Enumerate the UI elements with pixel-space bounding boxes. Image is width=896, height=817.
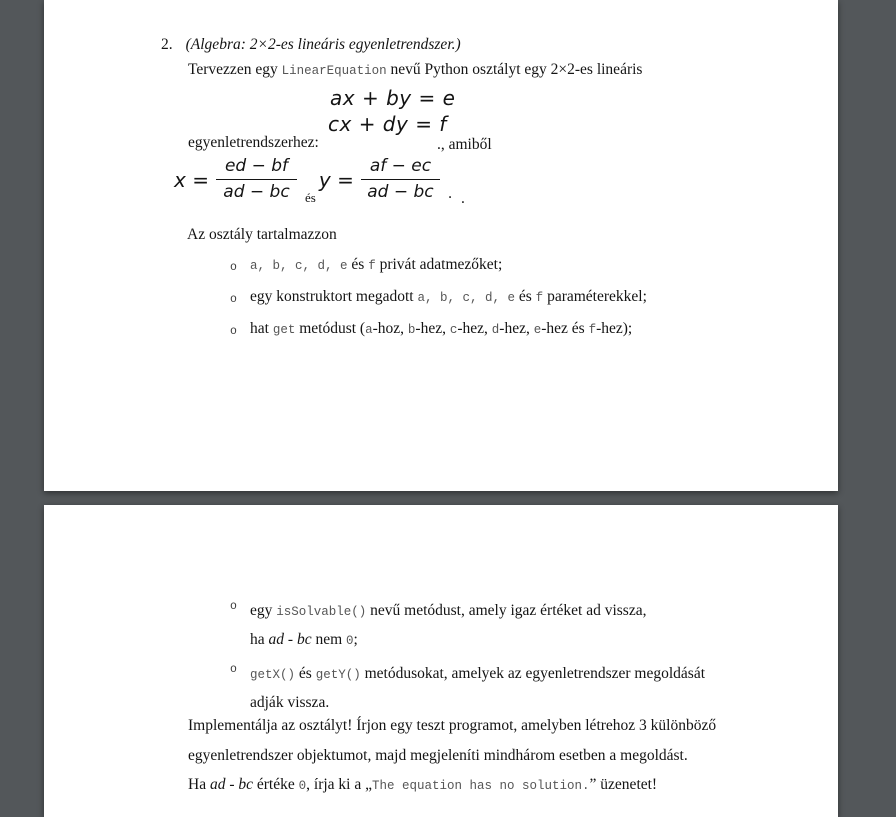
text-segment: privát adatmezőket; xyxy=(375,256,503,273)
text-segment: paraméterekkel; xyxy=(543,288,647,305)
circle-bullet: o xyxy=(230,261,237,274)
list-item xyxy=(230,287,647,319)
text-segment: -hez és xyxy=(541,320,589,337)
y-equals: y = xyxy=(318,167,354,192)
code-fields: a, b, c, d, e xyxy=(250,259,348,273)
text-segment: nevű Python osztályt egy 2×2-es lineáris xyxy=(386,61,643,78)
text-segment: -hoz, xyxy=(372,320,408,337)
text-segment: és xyxy=(515,288,536,305)
code-params: a, b, c, d, e xyxy=(417,291,515,305)
fraction-period: . xyxy=(448,184,452,202)
code-c: c xyxy=(449,323,458,337)
implementation-paragraph xyxy=(188,711,716,802)
text-segment: Ha xyxy=(188,776,210,793)
text-segment: ; xyxy=(353,631,358,648)
text-segment: egy konstruktort megadott xyxy=(250,288,418,305)
list-item xyxy=(230,660,705,717)
class-contains-paragraph: Az osztály tartalmazzon xyxy=(187,226,337,243)
text-segment: nem xyxy=(311,631,347,648)
list-item-text xyxy=(250,287,647,319)
text-segment: ha xyxy=(250,631,269,648)
text-segment: -hez, xyxy=(415,320,450,337)
exercise-number: 2. xyxy=(161,36,173,53)
circle-bullet: o xyxy=(230,293,237,306)
text-segment: egy xyxy=(250,602,277,619)
solution-formulas xyxy=(174,156,452,204)
fraction-y-numerator: af − ec xyxy=(361,156,440,180)
exercise-heading xyxy=(161,36,461,54)
paragraph-line xyxy=(188,770,716,802)
text-segment: metódust ( xyxy=(295,320,366,337)
code-f: f xyxy=(535,291,544,305)
code-linearequation: LinearEquation xyxy=(281,64,387,78)
list-item xyxy=(230,255,647,287)
code-b: b xyxy=(407,323,416,337)
text-segment: -hez, xyxy=(457,320,492,337)
sentence-period: . xyxy=(461,190,465,207)
exercise-title: (Algebra: 2×2-es lineáris egyenletrendszer.) xyxy=(185,36,461,53)
text-segment: , írja ki a „ xyxy=(306,776,372,793)
text-segment: - xyxy=(225,776,239,793)
text-segment: és xyxy=(295,665,316,682)
text-segment: Tervezzen egy xyxy=(188,61,282,78)
math-ad: ad xyxy=(268,631,285,648)
list-item-text xyxy=(250,660,705,717)
equation-1: ax + by = e xyxy=(330,86,456,110)
math-ad: ad xyxy=(209,776,226,793)
text-segment: hat xyxy=(250,320,273,337)
fraction-x-numerator: ed − bf xyxy=(216,156,297,180)
list-item-text xyxy=(250,319,632,351)
paragraph-line: Implementálja az osztályt! Írjon egy teszt programot, amelyben létrehoz 3 különböző xyxy=(188,717,717,734)
code-f: f xyxy=(368,259,376,273)
list-item xyxy=(230,319,647,351)
equation-system-block xyxy=(44,86,838,158)
math-bc: bc xyxy=(296,631,312,648)
math-bc: bc xyxy=(238,776,254,793)
code-zero: 0 xyxy=(298,779,307,793)
code-get: get xyxy=(272,323,296,337)
paragraph-line: egyenletrendszer objektumot, majd megjeleníti mindhárom esetben a megoldást. xyxy=(188,746,688,764)
fraction-x-denominator: ad − bc xyxy=(223,182,290,203)
code-zero: 0 xyxy=(346,634,354,648)
list-item-line xyxy=(250,597,646,626)
text-segment: ” üzenetet! xyxy=(589,776,658,793)
text-segment: - xyxy=(284,631,297,648)
code-no-solution-message: The equation has no solution. xyxy=(372,779,590,793)
list-item-line xyxy=(250,660,705,689)
fraction-x xyxy=(216,156,297,204)
requirements-list-continued xyxy=(230,597,705,722)
fraction-y xyxy=(361,156,440,204)
circle-bullet: o xyxy=(230,325,237,338)
list-item-text xyxy=(250,255,502,287)
document-page-1 xyxy=(44,0,838,491)
code-issolvable: isSolvable() xyxy=(276,605,367,619)
equation-system-label: egyenletrendszerhez: xyxy=(188,134,319,151)
circle-bullet: o xyxy=(230,600,237,613)
circle-bullet: o xyxy=(230,663,237,676)
equation-after-text: ., amiből xyxy=(437,136,492,153)
fraction-y-denominator: ad − bc xyxy=(367,182,434,203)
text-segment: -hez, xyxy=(499,320,534,337)
code-gety: getY() xyxy=(315,668,361,682)
list-item xyxy=(230,597,705,655)
code-getx: getX() xyxy=(250,668,296,682)
code-f: f xyxy=(588,323,597,337)
list-item-line xyxy=(250,626,646,655)
text-segment: nevű metódust, amely igaz értéket ad vissza, xyxy=(366,602,647,619)
list-item-line: adják vissza. xyxy=(250,694,330,711)
text-segment: -hez); xyxy=(596,320,633,337)
requirements-list xyxy=(230,255,647,351)
connector-es: és xyxy=(305,189,316,205)
text-segment: metódusokat, amelyek az egyenletrendszer megoldását xyxy=(360,665,706,682)
document-page-2 xyxy=(44,505,838,817)
code-d: d xyxy=(491,323,500,337)
intro-paragraph xyxy=(188,61,642,79)
code-e: e xyxy=(533,323,542,337)
text-segment: és xyxy=(347,256,369,273)
equation-2: cx + dy = f xyxy=(328,112,447,136)
list-item-text xyxy=(250,597,646,655)
code-a: a xyxy=(365,323,373,337)
x-equals: x = xyxy=(174,167,209,192)
text-segment: értéke xyxy=(253,776,299,793)
